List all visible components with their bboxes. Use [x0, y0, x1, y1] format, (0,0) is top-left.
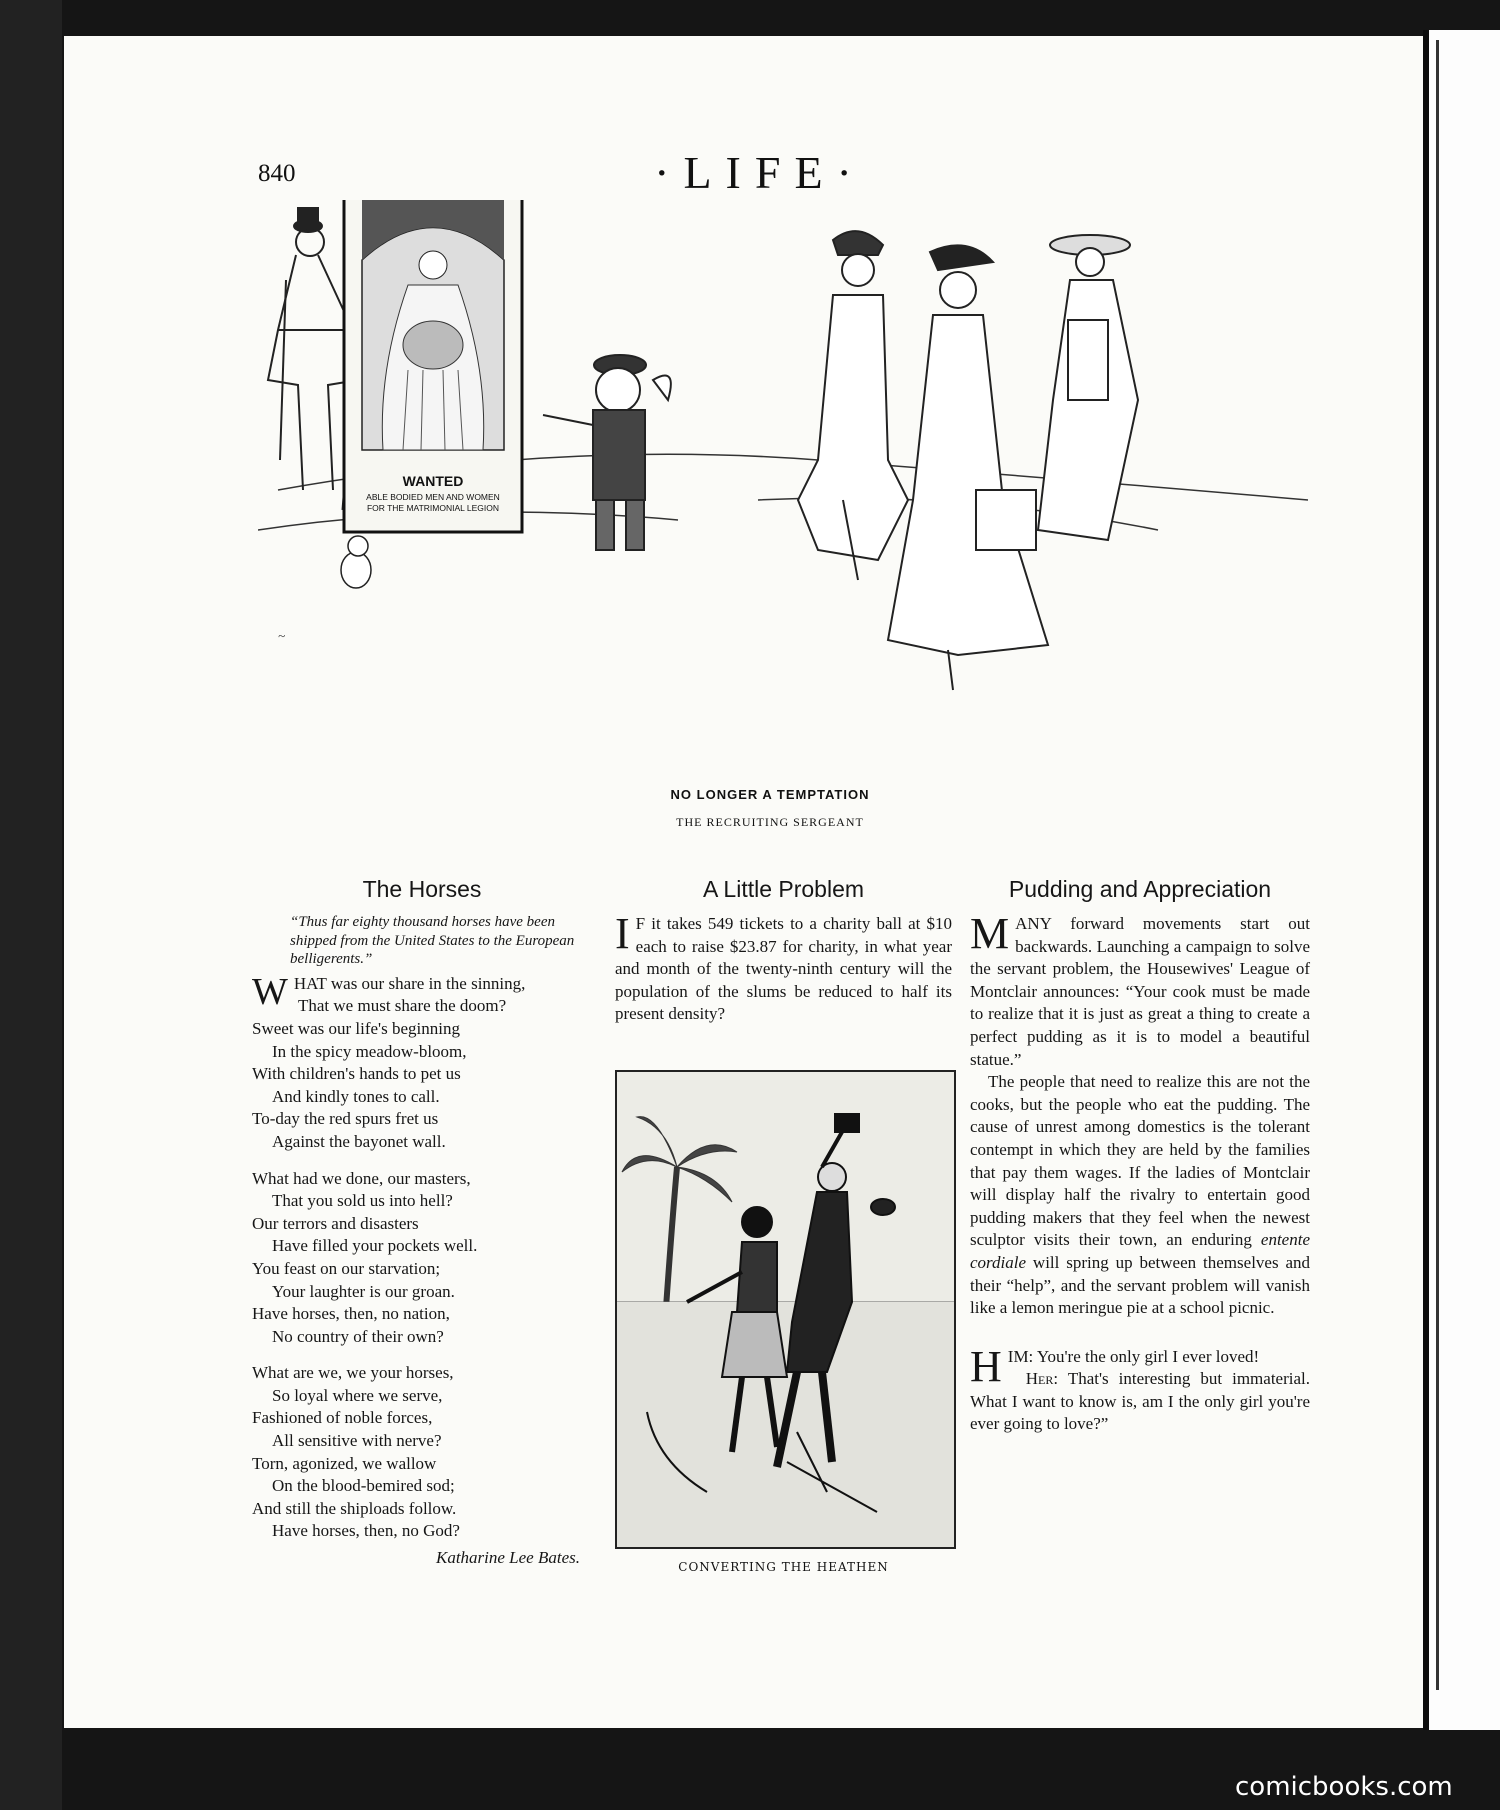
poem-line: So loyal where we serve,: [272, 1385, 443, 1405]
column-problem: [615, 875, 952, 1026]
woman-figure-3: [1038, 235, 1138, 540]
sign-title: WANTED: [402, 473, 464, 489]
poem-line: Against the bayonet wall.: [272, 1131, 446, 1151]
next-page-edge: [1429, 30, 1500, 1730]
horses-stanza-1: [252, 970, 592, 1154]
cartoon-caption-subtitle: THE RECRUITING SERGEANT: [676, 815, 864, 829]
dialogue-her: Her: That's interesting but immaterial. What I want to know is, am I the only girl you're ever going to love?”: [970, 1369, 1310, 1434]
pudding-para-1: MANY forward movements start out backwards. Launching a campaign to solve the servant problem, the Housewives' League of Montclair announces: “Your cook must be made to realize that it is just as great a thing to create a perfect pudding as it is to model a beautiful statue.”: [970, 909, 1310, 1069]
poem-line: Our terrors and disasters: [252, 1213, 419, 1233]
sign-line-2: FOR THE MATRIMONIAL LEGION: [366, 503, 500, 513]
poem-line: Your laughter is our groan.: [272, 1281, 455, 1301]
horses-stanza-3: [252, 1362, 592, 1543]
poem-line: And kindly tones to call.: [272, 1086, 440, 1106]
poem-line: You feast on our starvation;: [252, 1258, 441, 1278]
heathen-illustration: [615, 1070, 956, 1549]
cartoon-illustration: [258, 200, 1318, 760]
poem-line: Fashioned of noble forces,: [252, 1408, 433, 1428]
poem-line: To-day the red spurs fret us: [252, 1109, 439, 1129]
poem-line: With children's hands to pet us: [252, 1064, 461, 1084]
dialogue-dropcap: H: [970, 1341, 1002, 1391]
poem-line: Sweet was our life's beginning: [252, 1018, 460, 1038]
poem-line: What are we, we your horses,: [252, 1363, 454, 1383]
entente-cordiale: entente cordiale: [970, 1230, 1310, 1272]
poem-line: No country of their own?: [272, 1326, 444, 1346]
poem-line: Have horses, then, no nation,: [252, 1304, 450, 1324]
poem-line: On the blood-bemired sod;: [272, 1476, 455, 1496]
column-pudding: [970, 875, 1310, 1436]
dog-figure: [341, 536, 371, 588]
artist-signature: ~: [278, 628, 286, 643]
masthead: ·LIFE·: [654, 147, 866, 198]
horses-title: The Horses: [362, 876, 482, 902]
problem-dropcap: I: [615, 909, 630, 958]
horses-dropcap: W: [252, 970, 288, 1013]
poem-line: In the spicy meadow-bloom,: [272, 1041, 467, 1061]
sign-line-1: ABLE BODIED MEN AND WOMEN: [366, 492, 500, 502]
poem-line: Have filled your pockets well.: [272, 1236, 478, 1256]
heathen-caption: CONVERTING THE HEATHEN: [678, 1560, 889, 1574]
dialogue-him: HIM: You're the only girl I ever loved!: [970, 1341, 1260, 1391]
horses-epigraph: “Thus far eighty thousand horses have been shipped from the United States to the European belligerents.”: [290, 914, 575, 968]
cupid-sergeant-figure: [543, 355, 671, 550]
pudding-title: Pudding and Appreciation: [1008, 876, 1272, 902]
page-number: 840: [258, 160, 296, 187]
poem-line: That we must share the doom?: [298, 996, 507, 1016]
poem-line: Have horses, then, no God?: [272, 1521, 460, 1541]
poem-line: And still the shiploads follow.: [252, 1498, 457, 1518]
pudding-dropcap: M: [970, 909, 1010, 958]
poem-line: That you sold us into hell?: [272, 1191, 453, 1211]
column-horses: [252, 875, 592, 1570]
poem-line: All sensitive with nerve?: [272, 1431, 442, 1451]
watermark: comicbooks.com: [1235, 1772, 1453, 1802]
scan-left-edge: [0, 0, 62, 1810]
problem-text: I F it takes 549 tickets to a charity ball at $10 each to raise $23.87 for charity, in what year and month of the twenty-ninth century will the population of the slums be reduced to half its present density?: [615, 909, 952, 1024]
horses-author: Katharine Lee Bates.: [435, 1548, 580, 1568]
poem-line: Torn, agonized, we wallow: [252, 1453, 437, 1473]
next-page-line: [1436, 40, 1439, 1690]
pudding-para-2: The people that need to realize this are not the cooks, but the people who eat the pudding. The cause of unrest among domestics is the tolerant contempt in which they are held by the families that pay them wages. If the ladies of Montclair will display half the rivalry to entertain good pudding makers that they feel when the newest sculptor visits their town, an enduring entente cordiale will spring up between themselves and their “help”, and the servant problem will vanish like a lemon meringue pie at a school picnic.: [970, 1072, 1311, 1318]
poem-line: What had we done, our masters,: [252, 1168, 471, 1188]
cartoon-caption-title: NO LONGER A TEMPTATION: [670, 787, 870, 802]
poem-line: HAT was our share in the sinning,: [293, 973, 526, 993]
woman-figure-1: [798, 231, 908, 580]
problem-title: A Little Problem: [702, 876, 865, 902]
horses-stanza-2: [252, 1168, 592, 1349]
